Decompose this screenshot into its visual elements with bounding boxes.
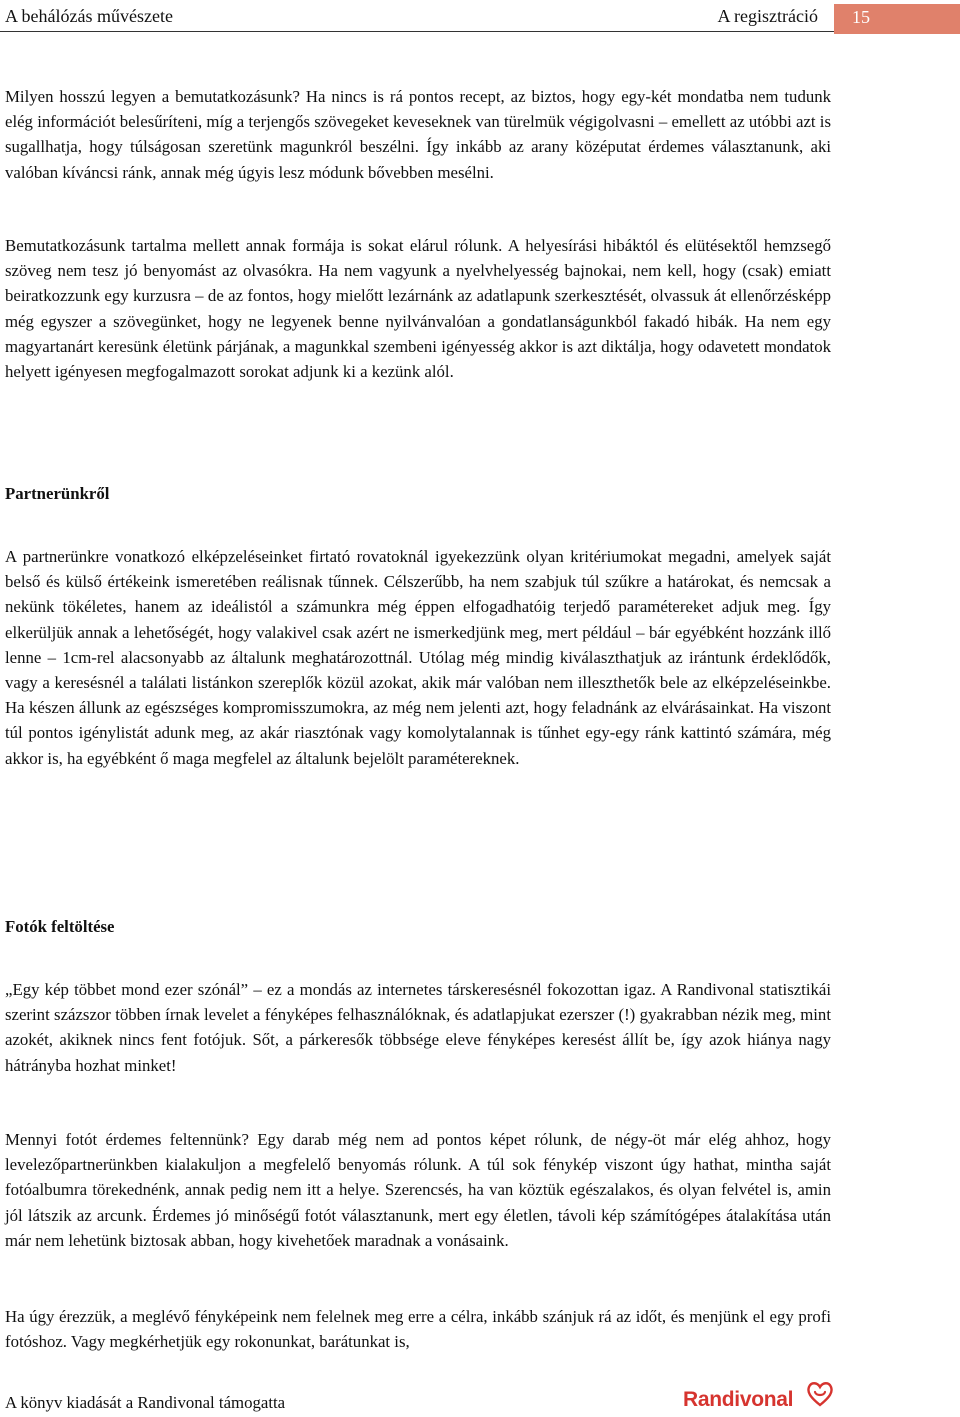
intro-paragraph-1-block (5, 84, 831, 185)
partner-paragraph: A partnerünkre vonatkozó elképzeléseinket firtató rovatoknál igyekezzünk olyan kritériumokat megadni, amelyek saját belső és külső értékeink ismeretében reálisnak tűnnek. Célszerűbb, ha nem szabjuk túl szűkre a határokat, és nemcsak a nekünk tökéletes, hanem az ideálistól a számunkra még éppen elfogadhatóig terjedő paramétereket adjuk meg. Így elkerüljük annak a lehetőségét, hogy valakivel csak azért ne ismerkedjünk meg, mert például – bár egyébként hozzánk illő lenne – 1cm-rel alacsonyabb az általunk meghatározottnál. Utólag még mindig kiválaszthatjuk az irántunk érdeklődők, vagy a keresésnél a találati listánkon szereplők közül azokat, akik már valóban nem illeszthetők bele az elképzeléseinkbe. Ha készen állunk az egészséges kompromisszumokra, az még nem jelenti azt, hogy feladnánk az elvárásainkat. Ha viszont túl pontos igénylistát adunk meg, az akár riasztónak vagy komolytalannak is tűnhet egy-egy ránk kattintó számára, még akkor is, ha egyébként ő maga megfelel az általunk bejelölt paramétereknek. (5, 547, 831, 768)
footer-sponsor-text: A könyv kiadását a Randivonal támogatta (5, 1393, 286, 1412)
intro-paragraph-1: Milyen hosszú legyen a bemutatkozásunk? Ha nincs is rá pontos recept, az biztos, hogy egy-két mondatba nem tudunk elég információt belesűríteni, míg a terjengős szövegeket keveseknek van türelmük végigolvasni – emellett az utóbbi azt is sugallhatja, hogy túlságosan szeretünk magunkról beszélni. Így inkább az arany középutat érdemes választanunk, aki valóban kíváncsi ránk, annak még úgyis lesz módunk bővebben mesélni. (5, 87, 831, 182)
randivonal-logo (683, 1381, 833, 1415)
photos-paragraph-3: Ha úgy érezzük, a meglévő fényképeink nem felelnek meg erre a célra, inkább szánjuk rá az időt, és menjünk el egy profi fotóshoz. Vagy megkérhetjük egy rokonunkat, barátunkat is, (5, 1307, 831, 1352)
header-rule (0, 31, 834, 32)
page-number-box (834, 4, 960, 34)
section-heading-photos: Fotók feltöltése (5, 917, 115, 936)
section-heading-partner: Partnerünkről (5, 484, 110, 503)
page-number: 15 (852, 7, 870, 27)
page-header (0, 0, 960, 34)
partner-paragraph-block (5, 544, 831, 771)
photos-paragraph-2-block (5, 1127, 831, 1253)
logo-wordmark: Randivonal (683, 1388, 794, 1411)
intro-paragraph-2-block (5, 233, 831, 384)
chapter-title: A regisztráció (717, 6, 818, 26)
book-title: A behálózás művészete (5, 6, 173, 26)
heart-icon (806, 1381, 834, 1407)
photos-paragraph-1: „Egy kép többet mond ezer szónál” – ez a mondás az internetes társkeresésnél fokozottan igaz. A Randivonal statisztikái szerint százszor többen írnak levelet a fényképes felhasználóknak, és adatlapjukat ezerszer (!) gyakrabban nézik meg, mint azokét, akiknek nincs fent fotójuk. Sőt, a párkeresők többsége eleve fényképes keresést állít be, így azok hiánya nagy hátrányba hozhat minket! (5, 980, 831, 1075)
intro-paragraph-2: Bemutatkozásunk tartalma mellett annak formája is sokat elárul rólunk. A helyesírási hibáktól és elütésektől hemzsegő szöveg nem tesz jó benyomást az olvasókra. Ha nem vagyunk a nyelvhelyesség bajnokai, nem kell, hogy (csak) emiatt beiratkozzunk egy kurzusra – de az fontos, hogy mielőtt lezárnánk az adatlapunk szerkesztését, olvassuk át ellenőrzésképp még egyszer a szövegünket, hogy ne legyenek benne nyilvánvalóan a gondatlanságunkból fakadó hibák. Ha nem egy magyartanárt keresünk életünk párjának, a magunkkal szembeni igényesség akkor is azt diktálja, hogy odavetett mondatok helyett igényesen megfogalmazott sorokat adjunk ki a kezünk alól. (5, 236, 831, 382)
photos-paragraph-2: Mennyi fotót érdemes feltennünk? Egy darab még nem ad pontos képet rólunk, de négy-öt már elég ahhoz, hogy levelezőpartnerünkben kialakuljon a megfelelő benyomás rólunk. A túl sok fénykép viszont úgy hathat, mintha saját fotóalbumra törekednénk, annak pedig nem itt a helye. Szerencsés, ha van köztük egészalakos, és olyan felvétel is, amin jól látszik az arcunk. Érdemes jó minőségű fotót választanunk, mert egy életlen, távoli kép számítógépes átalakítása után már nem lehetünk biztosak abban, hogy kivehetőek maradnak a vonásaink. (5, 1130, 831, 1250)
photos-paragraph-3-block (5, 1304, 831, 1354)
photos-paragraph-1-block (5, 977, 831, 1078)
